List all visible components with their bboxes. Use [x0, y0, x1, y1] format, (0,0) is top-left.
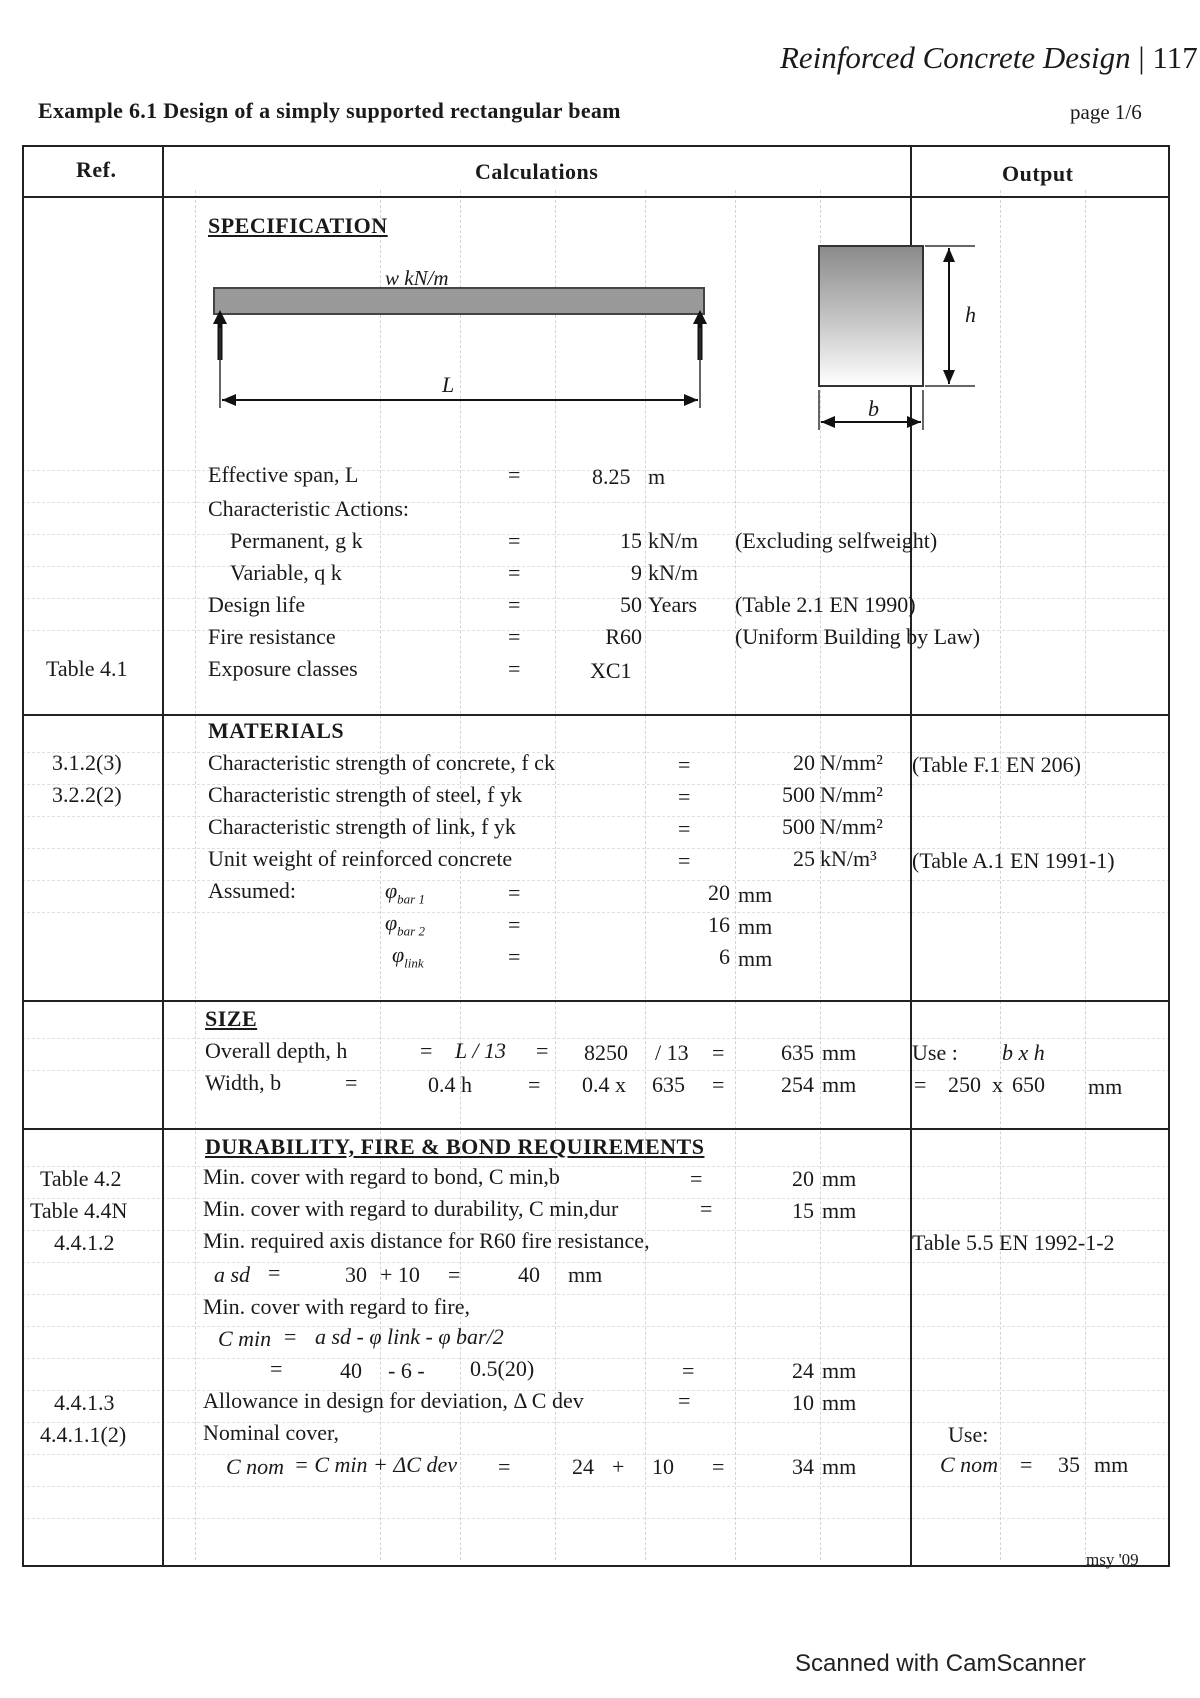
spec-value: XC1: [590, 658, 632, 683]
section-divider: [22, 714, 1170, 716]
bar1-symbol: $\varphi_{bar 1}$: [385, 878, 425, 907]
use-cnom-value: 35: [1058, 1452, 1080, 1477]
size-use-label: Use :: [912, 1040, 958, 1065]
spec-note: (Uniform Building by Law): [735, 624, 981, 649]
spec-label: Effective span, L: [208, 462, 359, 487]
use-cnom-symbol: C nom: [940, 1452, 999, 1477]
material-value: 25: [793, 846, 815, 871]
equals-sign: =: [508, 944, 521, 969]
durability-heading: DURABILITY, FIRE & BOND REQUIREMENTS: [205, 1134, 705, 1159]
equals-sign: =: [700, 1196, 713, 1221]
equals-sign: =: [914, 1072, 927, 1097]
size-heading: SIZE: [205, 1006, 258, 1031]
equals-sign: =: [498, 1454, 511, 1479]
ref-label: 3.1.2(3): [52, 750, 122, 775]
equals-sign: =: [690, 1166, 703, 1191]
equals-sign: =: [448, 1262, 461, 1287]
link-unit: mm: [738, 946, 773, 971]
ref-label: 4.4.1.3: [54, 1390, 115, 1415]
cmin-b: - 6 -: [388, 1358, 425, 1383]
ref-label: Table 4.2: [40, 1166, 122, 1191]
span-label: L: [442, 372, 455, 397]
bond-value: 20: [792, 1166, 814, 1191]
height-label: h: [965, 302, 976, 327]
spec-label: Design life: [208, 592, 306, 617]
depth-num: 8250: [584, 1040, 628, 1065]
use-times: x: [992, 1072, 1003, 1097]
width-label: Width, b: [205, 1070, 282, 1095]
material-unit: kN/m³: [820, 846, 877, 871]
width-label: b: [868, 396, 879, 421]
material-value: 20: [793, 750, 815, 775]
cnom-unit: mm: [822, 1454, 857, 1479]
header-row-divider: [22, 196, 1170, 198]
width-num: 0.4 x: [582, 1072, 626, 1097]
cmin-formula: a sd - φ link - φ bar/2: [315, 1324, 504, 1349]
equals-sign: =: [508, 528, 521, 553]
durability-label: Min. cover with regard to durability, C min,dur: [203, 1196, 619, 1221]
cnom-a: 24: [572, 1454, 594, 1479]
asd-value: 40: [518, 1262, 540, 1287]
equals-sign: =: [268, 1260, 281, 1285]
spec-value: 50: [620, 592, 642, 617]
ref-label: 3.2.2(2): [52, 782, 122, 807]
cmin-symbol: C min: [218, 1326, 272, 1351]
spec-unit: m: [648, 464, 666, 489]
equals-sign: =: [508, 592, 521, 617]
assumed-label: Assumed:: [208, 878, 296, 903]
equals-sign: =: [678, 752, 691, 777]
durability-value: 15: [792, 1198, 814, 1223]
spec-unit: kN/m: [648, 528, 699, 553]
cmin-value: 24: [792, 1358, 814, 1383]
section-divider: [22, 1000, 1170, 1002]
use-cnom-unit: mm: [1094, 1452, 1129, 1477]
cmin-a: 40: [340, 1358, 362, 1383]
asd-plus: + 10: [380, 1262, 420, 1287]
spec-label: Variable, q k: [230, 560, 342, 585]
ref-label: 4.4.1.2: [54, 1230, 115, 1255]
fire-axis-output: Table 5.5 EN 1992-1-2: [912, 1230, 1115, 1255]
book-title: Reinforced Concrete Design: [780, 40, 1131, 75]
equals-sign: =: [712, 1072, 725, 1097]
cnom-value: 34: [792, 1454, 814, 1479]
beam-diagram: [200, 240, 740, 420]
spec-note: (Table 2.1 EN 1990): [735, 592, 916, 617]
author-initials: msy '09: [1086, 1550, 1139, 1569]
bond-label: Min. cover with regard to bond, C min,b: [203, 1164, 560, 1189]
load-label: w kN/m: [385, 266, 449, 290]
link-symbol: $\varphi_{link}$: [392, 942, 424, 971]
width-expr: 0.4 h: [428, 1072, 472, 1097]
spec-note: (Excluding selfweight): [735, 528, 938, 553]
spec-value: 15: [620, 528, 642, 553]
material-label: Unit weight of reinforced concrete: [208, 846, 513, 871]
bar2-value: 16: [708, 912, 730, 937]
cnom-symbol: C nom: [226, 1454, 285, 1479]
fire-axis-label: Min. required axis distance for R60 fire resistance,: [203, 1228, 650, 1253]
asd-symbol: a sd: [214, 1262, 251, 1287]
depth-label: Overall depth, h: [205, 1038, 348, 1063]
equals-sign: =: [682, 1358, 695, 1383]
equals-sign: =: [1020, 1452, 1033, 1477]
equals-sign: =: [678, 1388, 691, 1413]
material-label: Characteristic strength of link, f yk: [208, 814, 516, 839]
cnom-b: 10: [652, 1454, 674, 1479]
cnom-formula: = C min + ΔC dev: [294, 1452, 457, 1477]
material-label: Characteristic strength of steel, f yk: [208, 782, 523, 807]
spec-label: Permanent, g k: [230, 528, 363, 553]
specification-heading: SPECIFICATION: [208, 213, 388, 238]
spec-unit: Years: [648, 592, 698, 617]
spec-value: 8.25: [592, 464, 631, 489]
output-column-header: Output: [1002, 161, 1074, 186]
equals-sign: =: [528, 1072, 541, 1097]
depth-expr: L / 13: [455, 1038, 506, 1063]
nominal-use-label: Use:: [948, 1422, 989, 1447]
spec-label: Exposure classes: [208, 656, 358, 681]
cmin-c: 0.5(20): [470, 1356, 535, 1381]
ref-column-divider: [162, 145, 164, 1567]
equals-sign: =: [536, 1038, 549, 1063]
equals-sign: =: [284, 1324, 297, 1349]
depth-value: 635: [781, 1040, 814, 1065]
bar2-symbol: $\varphi_{bar 2}$: [385, 910, 425, 939]
use-b-value: 250: [948, 1072, 981, 1097]
spec-value: R60: [605, 624, 642, 649]
example-title: Example 6.1 Design of a simply supported rectangular beam: [38, 98, 621, 123]
material-unit: N/mm²: [820, 782, 883, 807]
ref-label: Table 4.4N: [30, 1198, 128, 1223]
equals-sign: =: [508, 560, 521, 585]
equals-sign: =: [508, 912, 521, 937]
depth-unit: mm: [822, 1040, 857, 1065]
nominal-cover-label: Nominal cover,: [203, 1420, 339, 1445]
book-page-number: 117: [1152, 40, 1198, 75]
book-header: [780, 40, 1198, 76]
deviation-unit: mm: [822, 1390, 857, 1415]
header-separator: |: [1138, 40, 1145, 75]
bar1-value: 20: [708, 880, 730, 905]
spec-unit: kN/m: [648, 560, 699, 585]
materials-heading: MATERIALS: [208, 718, 345, 743]
equals-sign: =: [508, 624, 521, 649]
asd-unit: mm: [568, 1262, 603, 1287]
equals-sign: =: [508, 462, 521, 487]
equals-sign: =: [678, 784, 691, 809]
scanner-watermark: Scanned with CamScanner: [795, 1650, 1086, 1677]
size-bxh: b x h: [1002, 1040, 1045, 1065]
bar1-unit: mm: [738, 882, 773, 907]
cnom-plus: +: [612, 1454, 625, 1479]
width-value: 254: [781, 1072, 814, 1097]
material-unit: N/mm²: [820, 750, 883, 775]
link-value: 6: [719, 944, 730, 969]
equals-sign: =: [420, 1038, 433, 1063]
bond-unit: mm: [822, 1166, 857, 1191]
asd-a: 30: [345, 1262, 367, 1287]
spec-value: 9: [631, 560, 642, 585]
equals-sign: =: [678, 816, 691, 841]
calculations-column-header: Calculations: [475, 159, 599, 184]
use-h-value: 650: [1012, 1072, 1045, 1097]
equals-sign: =: [508, 656, 521, 681]
width-unit: mm: [822, 1072, 857, 1097]
spec-label: Characteristic Actions:: [208, 496, 409, 521]
section-diagram: [815, 240, 995, 440]
material-value: 500: [782, 782, 815, 807]
equals-sign: =: [345, 1070, 358, 1095]
bar2-unit: mm: [738, 914, 773, 939]
material-unit: N/mm²: [820, 814, 883, 839]
equals-sign: =: [270, 1356, 283, 1381]
section-divider: [22, 1128, 1170, 1130]
ref-column-header: Ref.: [76, 157, 117, 182]
example-page: page 1/6: [1070, 100, 1142, 124]
material-output: (Table A.1 EN 1991-1): [912, 848, 1115, 873]
ref-label: 4.4.1.1(2): [40, 1422, 127, 1447]
durability-unit: mm: [822, 1198, 857, 1223]
depth-div: / 13: [655, 1040, 689, 1065]
equals-sign: =: [508, 880, 521, 905]
deviation-label: Allowance in design for deviation, Δ C dev: [203, 1388, 584, 1413]
material-label: Characteristic strength of concrete, f ck: [208, 750, 555, 775]
ref-label: Table 4.1: [46, 656, 128, 681]
deviation-value: 10: [792, 1390, 814, 1415]
equals-sign: =: [712, 1040, 725, 1065]
fire-cover-label: Min. cover with regard to fire,: [203, 1294, 470, 1319]
material-value: 500: [782, 814, 815, 839]
equals-sign: =: [712, 1454, 725, 1479]
width-mul: 635: [652, 1072, 685, 1097]
equals-sign: =: [678, 848, 691, 873]
use-unit: mm: [1088, 1074, 1123, 1099]
cmin-unit: mm: [822, 1358, 857, 1383]
material-output: (Table F.1 EN 206): [912, 752, 1081, 777]
spec-label: Fire resistance: [208, 624, 336, 649]
